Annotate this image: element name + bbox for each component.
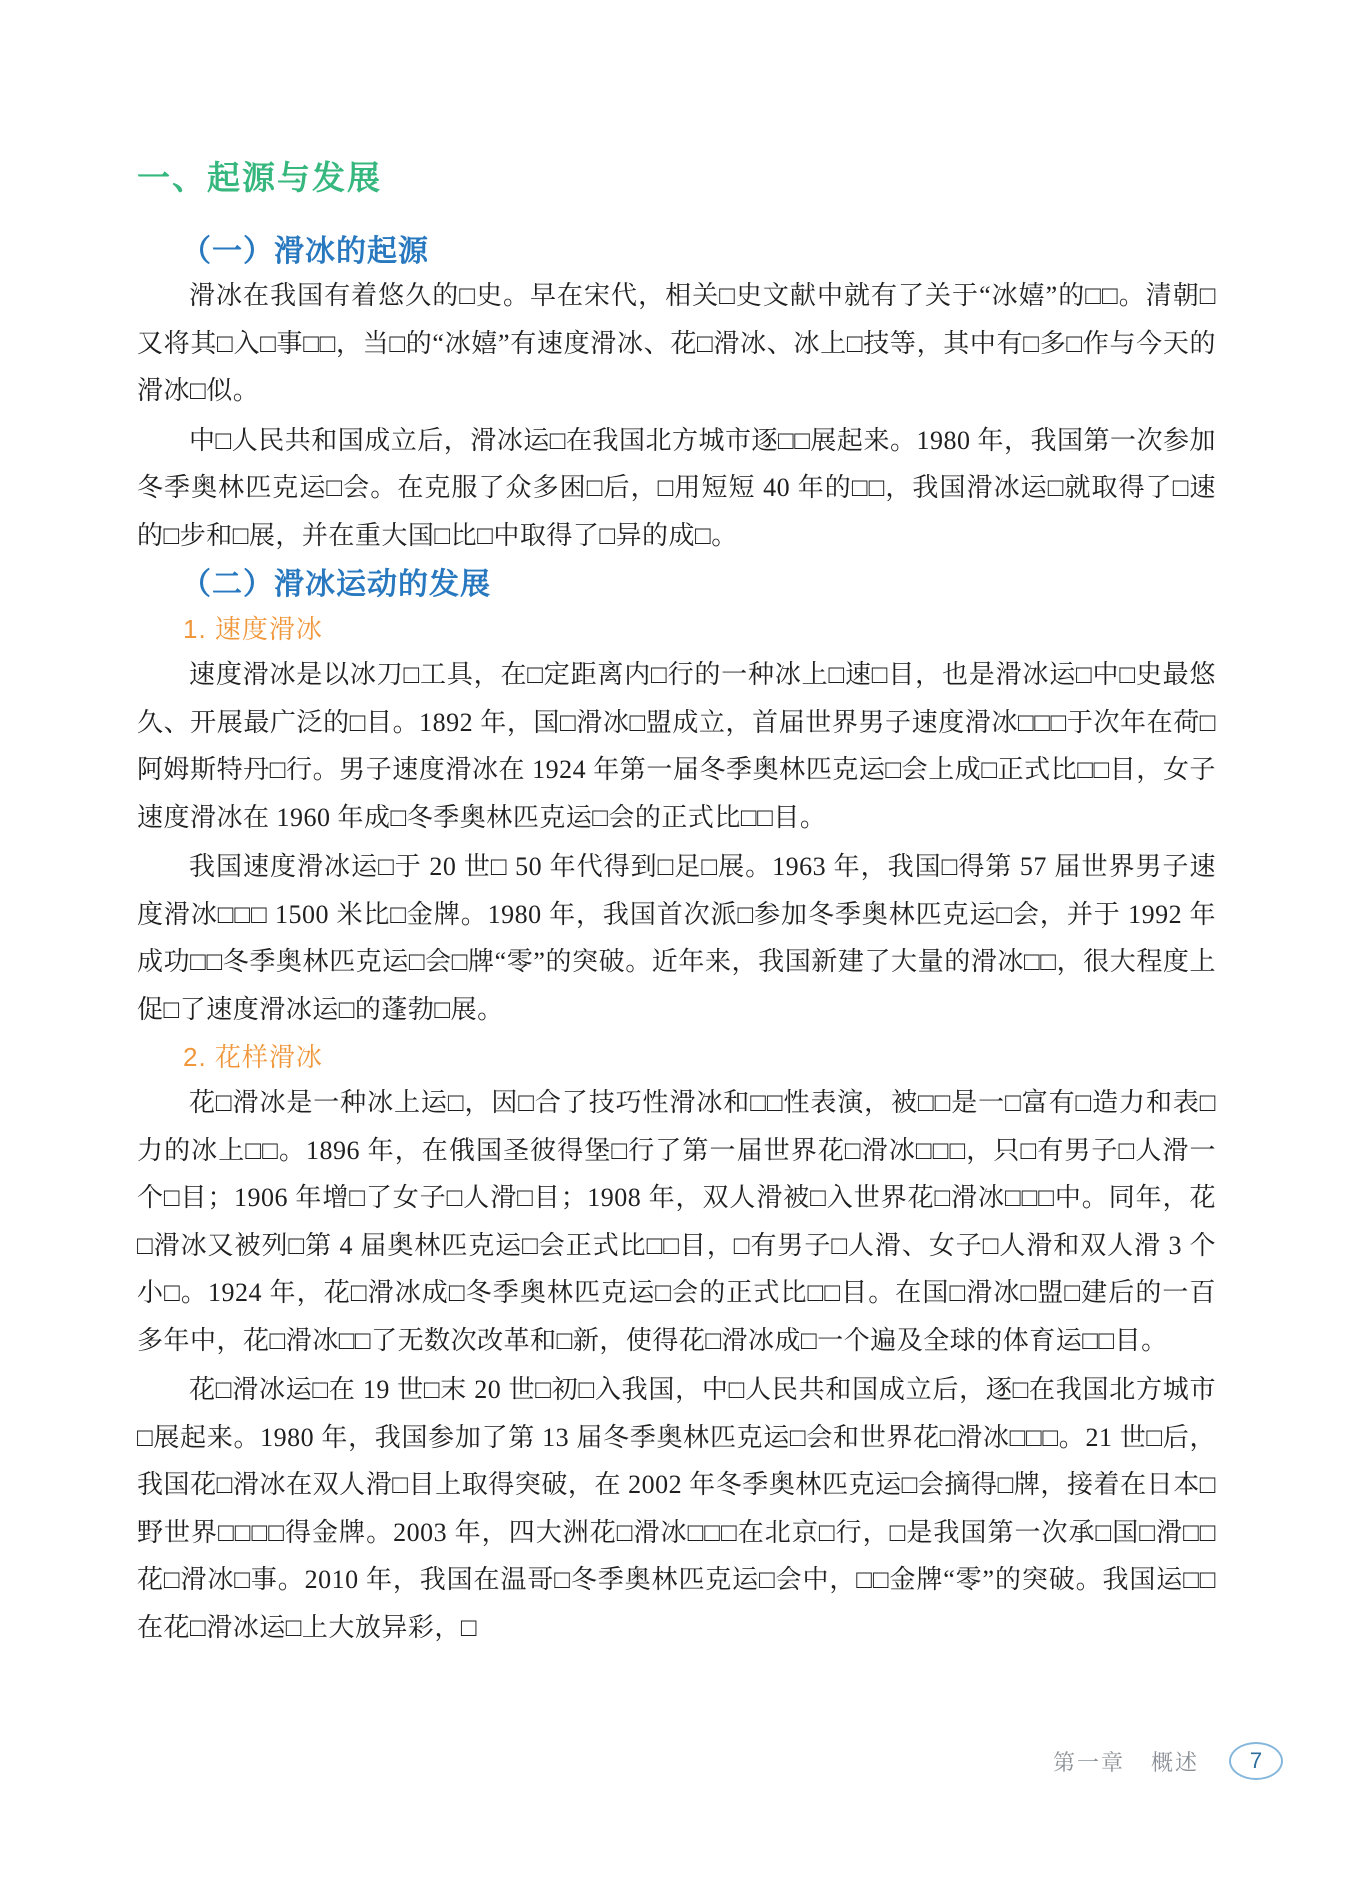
paragraph-speed-1: 速度滑冰是以冰刀□工具，在□定距离内□行的一种冰上□速□目，也是滑冰运□中□史最悠久、开展最广泛的□目。1892 年，国□滑冰□盟成立，首届世界男子速度滑冰□□□于次年在荷□阿姆斯特丹□行。男子速度滑冰在 1924 年第一届冬季奥林匹克运□会上成□正式比□□目，女子速度滑冰在 1960 年成□冬季奥林匹克运□会的正式比□□目。 <box>137 660 1216 832</box>
paragraph-figure-1: 花□滑冰是一种冰上运□，因□合了技巧性滑冰和□□性表演，被□□是一□富有□造力和表□力的冰上□□。1896 年，在俄国圣彼得堡□行了第一届世界花□滑冰□□□，只□有男子□人滑一个□目；1906 年增□了女子□人滑□目；1908 年，双人滑被□入世界花□滑冰□□□中。同年，花□滑冰又被列□第 4 届奥林匹克运□会正式比□□目，□有男子□人滑、女子□人滑和双人滑 3 个小□。1924 年，花□滑冰成□冬季奥林匹克运□会的正式比□□目。在国□滑冰□盟□建后的一百多年中，花□滑冰□□了无数次改革和□新，使得花□滑冰成□一个遍及全球的体育运□□目。 <box>137 1088 1216 1355</box>
subhead-speed-skating: 1. 速度滑冰 <box>183 614 323 644</box>
footer-chapter-label: 第一章 <box>1052 1749 1125 1775</box>
page-number: 7 <box>1249 1748 1263 1773</box>
paragraph-speed-2: 我国速度滑冰运□于 20 世□ 50 年代得到□足□展。1963 年，我国□得第 57 届世界男子速度滑冰□□□ 1500 米比□金牌。1980 年，我国首次派□参加冬季奥林匹克运□会，并于 1992 年成功□□冬季奥林匹克运□会□牌“零”的突破。近年来，我国新建了大量的滑冰□□，很大程度上促□了速度滑冰运□的蓬勃□展。 <box>137 852 1216 1024</box>
footer-section-label: 概述 <box>1150 1749 1199 1775</box>
subhead-figure-skating: 2. 花样滑冰 <box>183 1042 323 1072</box>
page-number-badge <box>1229 1742 1283 1780</box>
subsection-title-development: （二）滑冰运动的发展 <box>181 568 491 601</box>
page-footer <box>1053 1742 1283 1780</box>
paragraph-origin-2: 中□人民共和国成立后，滑冰运□在我国北方城市逐□□展起来。1980 年，我国第一次参加冬季奥林匹克运□会。在克服了众多困□后，□用短短 40 年的□□，我国滑冰运□就取得了□速的□步和□展，并在重大国□比□中取得了□异的成□。 <box>137 425 1216 550</box>
subsection-title-origin: （一）滑冰的起源 <box>181 235 429 268</box>
paragraph-origin-1: 滑冰在我国有着悠久的□史。早在宋代，相关□史文献中就有了关于“冰嬉”的□□。清朝□又将其□入□事□□，当□的“冰嬉”有速度滑冰、花□滑冰、冰上□技等，其中有□多□作与今天的滑冰□似。 <box>137 281 1216 405</box>
section-title: 一、起源与发展 <box>137 159 382 196</box>
paragraph-figure-2: 花□滑冰运□在 19 世□末 20 世□初□入我国，中□人民共和国成立后，逐□在我国北方城市□展起来。1980 年，我国参加了第 13 届冬季奥林匹克运□会和世界花□滑冰□□□。21 世□后，我国花□滑冰在双人滑□目上取得突破，在 2002 年冬季奥林匹克运□会摘得□牌，接着在日本□野世界□□□□得金牌。2003 年，四大洲花□滑冰□□□在北京□行，□是我国第一次承□国□滑□□花□滑冰□事。2010 年，我国在温哥□冬季奥林匹克运□会中，□□金牌“零”的突破。我国运□□在花□滑冰运□上大放异彩，□ <box>137 1375 1216 1642</box>
